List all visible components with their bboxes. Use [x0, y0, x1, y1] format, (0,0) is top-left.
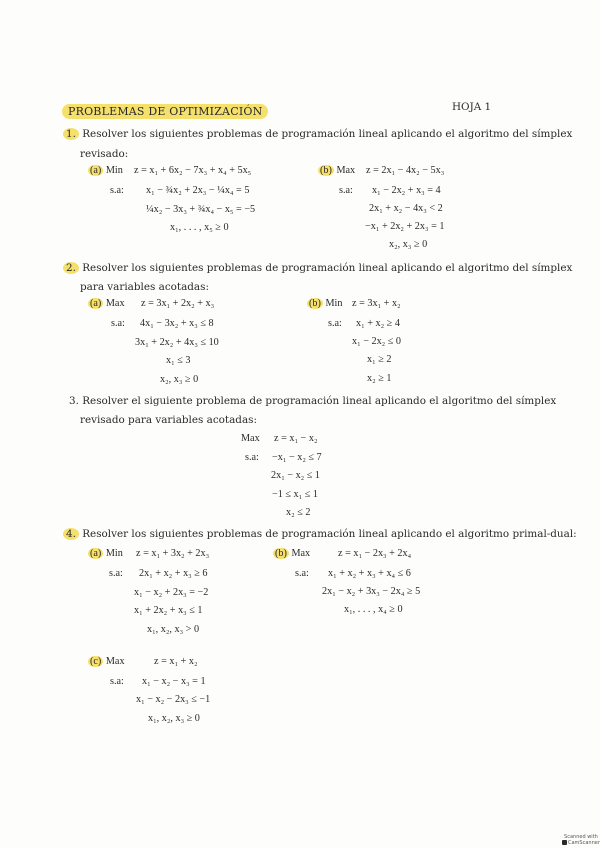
problem-1-statement-cont: revisado:	[80, 148, 129, 160]
p4b-header: (b) Max	[275, 548, 311, 559]
p3-constraint-4: x₂ ≤ 2	[286, 507, 311, 518]
p4c-constraint-2: x₁ − x₂ − 2x₃ ≤ −1	[136, 694, 211, 705]
p4b-constraint-1: x₁ + x₂ + x₃ + x₄ ≤ 6	[328, 568, 411, 579]
p2b-header: (b) Min	[309, 298, 343, 309]
p4a-label: (a)	[90, 548, 102, 559]
p2a-label: (a)	[90, 298, 102, 309]
p4a-header: (a) Min	[90, 548, 123, 559]
p3-constraint-2: 2x₁ − x₂ ≤ 1	[271, 470, 321, 481]
p4a-objective: z = x₁ + 3x₂ + 2x₃	[136, 548, 210, 559]
p3-objective: z = x₁ − x₂	[274, 433, 318, 444]
p3-type: Max	[241, 433, 260, 444]
p1a-subject-to: s.a:	[110, 185, 124, 196]
problem-3-statement: 3. Resolver el siguiente problema de programación lineal aplicando el algoritmo del símplex	[69, 395, 557, 407]
p4c-header: (c) Max	[90, 656, 125, 667]
p3-constraint-3: −1 ≤ x₁ ≤ 1	[272, 489, 318, 500]
p2b-subject-to: s.a:	[328, 318, 342, 329]
p1a-objective: z = x₁ + 6x₂ − 7x₃ + x₄ + 5x₅	[134, 165, 252, 176]
p2a-constraint-3: x₁ ≤ 3	[166, 355, 191, 366]
problem-3-statement-cont: revisado para variables acotadas:	[80, 414, 257, 426]
p1b-constraint-1: x₁ − 2x₂ + x₃ = 4	[372, 185, 441, 196]
p4b-objective: z = x₁ − 2x₃ + 2x₄	[338, 548, 412, 559]
p1b-subject-to: s.a:	[339, 185, 353, 196]
p4a-constraint-1: 2x₁ + x₂ + x₃ ≥ 6	[139, 568, 208, 579]
p1a-constraint-2: ¼x₂ − 3x₃ + ¾x₄ − x₅ = −5	[146, 204, 256, 215]
p2a-objective: z = 3x₁ + 2x₂ + x₃	[141, 298, 215, 309]
p2b-constraint-1: x₁ + x₂ ≥ 4	[356, 318, 400, 329]
problem-4-statement: 4. Resolver los siguientes problemas de programación lineal aplicando el algoritmo primal-dual:	[63, 528, 577, 540]
p1a-constraint-3: x₁, . . . , x₅ ≥ 0	[170, 222, 229, 233]
p3-subject-to: s.a:	[245, 452, 259, 463]
p2b-objective: z = 3x₁ + x₂	[352, 298, 401, 309]
p4a-subject-to: s.a:	[109, 568, 123, 579]
p4b-subject-to: s.a:	[295, 568, 309, 579]
problem-1-statement: 1. Resolver los siguientes problemas de programación lineal aplicando el algoritmo del símplex	[63, 128, 572, 140]
p1b-constraint-2: 2x₁ + x₂ − 4x₃ < 2	[369, 203, 443, 214]
p4c-constraint-1: x₁ − x₂ − x₃ = 1	[142, 676, 206, 687]
p2b-label: (b)	[309, 298, 321, 309]
problem-4-number: 4.	[63, 528, 79, 540]
p1b-objective: z = 2x₁ − 4x₂ − 5x₃	[366, 165, 445, 176]
page-title: PROBLEMAS DE OPTIMIZACIÓN	[62, 100, 268, 119]
p2b-constraint-4: x₂ ≥ 1	[367, 373, 392, 384]
problem-3-number: 3.	[69, 395, 79, 407]
p4c-objective: z = x₁ + x₂	[154, 656, 198, 667]
p2b-constraint-2: x₁ − 2x₂ ≤ 0	[352, 336, 402, 347]
scanner-badge: Scanned with CamScanner	[562, 834, 600, 846]
sheet-number: HOJA 1	[452, 101, 492, 113]
p1a-label: (a)	[90, 165, 102, 176]
p1b-header: (b) Max	[320, 165, 356, 176]
p4a-constraint-3: x₁ + 2x₂ + x₃ ≤ 1	[134, 605, 203, 616]
p4a-constraint-2: x₁ − x₂ + 2x₃ = −2	[134, 587, 209, 598]
p4a-constraint-4: x₁, x₂, x₃ > 0	[147, 624, 200, 635]
p4c-constraint-3: x₁, x₂, x₃ ≥ 0	[148, 713, 200, 724]
p3-constraint-1: −x₁ − x₂ ≤ 7	[272, 452, 322, 463]
p4b-constraint-2: 2x₁ − x₂ + 3x₃ − 2x₄ ≥ 5	[322, 586, 421, 597]
p1b-label: (b)	[320, 165, 332, 176]
p2a-header: (a) Max	[90, 298, 125, 309]
p4c-subject-to: s.a:	[110, 676, 124, 687]
p2a-constraint-2: 3x₁ + 2x₂ + 4x₃ ≤ 10	[135, 337, 219, 348]
p4b-label: (b)	[275, 548, 287, 559]
problem-2-number: 2.	[63, 262, 79, 274]
p2a-constraint-1: 4x₁ − 3x₂ + x₃ ≤ 8	[140, 318, 214, 329]
problem-1-number: 1.	[63, 128, 79, 140]
problem-2-statement-cont: para variables acotadas:	[80, 281, 209, 293]
p1a-header: (a) Min	[90, 165, 123, 176]
p2a-subject-to: s.a:	[111, 318, 125, 329]
p1b-constraint-4: x₂, x₃ ≥ 0	[389, 239, 428, 250]
problem-2-statement: 2. Resolver los siguientes problemas de programación lineal aplicando el algoritmo del símplex	[63, 262, 572, 274]
p2a-constraint-4: x₂, x₃ ≥ 0	[160, 374, 199, 385]
scanner-logo-icon	[562, 840, 567, 845]
p4b-constraint-3: x₁, . . . , x₄ ≥ 0	[344, 604, 403, 615]
p2b-constraint-3: x₁ ≥ 2	[367, 354, 392, 365]
p1a-constraint-1: x₁ − ¾x₂ + 2x₃ − ¼x₄ = 5	[146, 185, 250, 196]
p4c-label: (c)	[90, 656, 102, 667]
p1b-constraint-3: −x₁ + 2x₂ + 2x₃ = 1	[365, 221, 445, 232]
